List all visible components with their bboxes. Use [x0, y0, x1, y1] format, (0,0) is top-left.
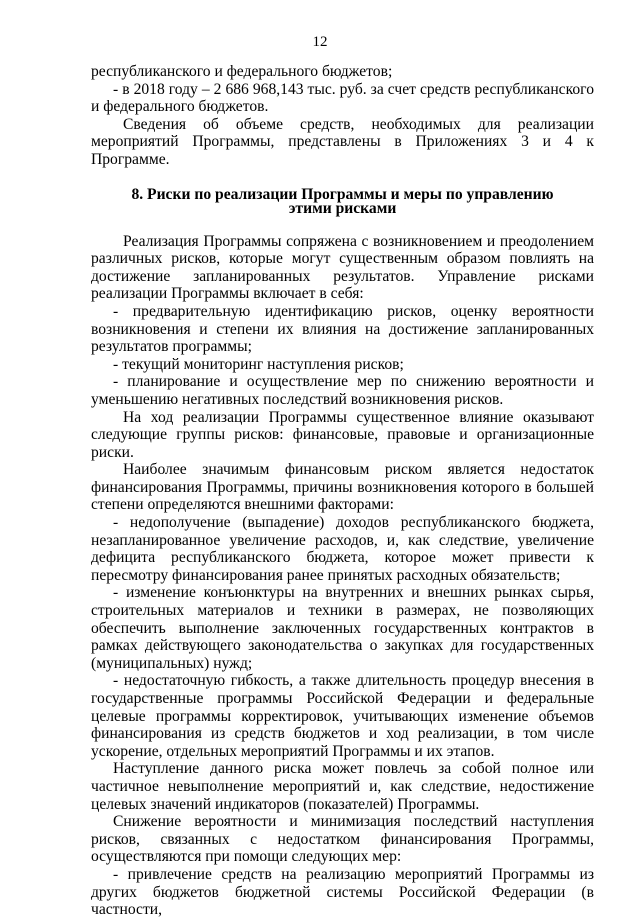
- document-body: [91, 63, 594, 919]
- section-heading-line: этими рисками: [288, 199, 397, 217]
- paragraph: На ход реализации Программы существенное влияние оказывают следующие группы рисков: финансовые, правовые и организационные риски.: [91, 408, 594, 461]
- paragraph: Реализация Программы сопряжена с возникновением и преодолением различных рисков, которые могут существенным образом повлиять на достижение запланированных результатов. Управление рисками реализации Программы включает в себя:: [91, 232, 594, 303]
- section-heading: [91, 185, 594, 217]
- paragraph: - изменение конъюнктуры на внутренних и внешних рынках сырья, строительных материалов и техники в размерах, не позволяющих обеспечить выполнение заключенных государственных контрактов в рамках действующего законодательства о закупках для государственных (муниципальных) нужд;: [91, 584, 594, 672]
- paragraph: - планирование и осуществление мер по снижению вероятности и уменьшению негативных последствий возникновения рисков.: [91, 373, 594, 408]
- paragraph: - привлечение средств на реализацию мероприятий Программы из других бюджетов бюджетной системы Российской Федерации (в частности,: [91, 865, 594, 919]
- paragraph: - недостаточную гибкость, а также длительность процедур внесения в государственные программы Российской Федерации и федеральные целевые программы корректировок, учитывающих изменение объемов финансирования из средств бюджетов и ход реализации, в том числе ускорение, отдельных мероприятий Программы и их этапов.: [91, 672, 594, 760]
- page-number: 12: [312, 34, 328, 50]
- paragraph: - недополучение (выпадение) доходов республиканского бюджета, незапланированное увеличение расходов, и, как следствие, увеличение дефицита республиканского бюджета, которое может привести к пересмотру финансирования ранее принятых расходных обязательств;: [91, 514, 594, 584]
- paragraph: Снижение вероятности и минимизация последствий наступления рисков, связанных с недостатком финансирования Программы, осуществляются при помощи следующих мер:: [91, 813, 594, 866]
- paragraph: Наиболее значимым финансовым риском является недостаток финансирования Программы, причины возникновения которого в большей степени определяются внешними факторами:: [91, 461, 594, 514]
- paragraph: - в 2018 году – 2 686 968,143 тыс. руб. за счет средств республиканского и федерального бюджетов.: [91, 80, 594, 116]
- paragraph: - предварительную идентификацию рисков, оценку вероятности возникновения и степени их влияния на достижение запланированных результатов программы;: [91, 302, 594, 356]
- paragraph: республиканского и федерального бюджетов;: [91, 63, 393, 80]
- paragraph: - текущий мониторинг наступления рисков;: [113, 355, 404, 373]
- paragraph: Сведения об объеме средств, необходимых для реализации мероприятий Программы, представлены в Приложениях 3 и 4 к Программе.: [91, 115, 594, 168]
- paragraph: Наступление данного риска может повлечь за собой полное или частичное невыполнение мероприятий и, как следствие, недостижение целевых значений индикаторов (показателей) Программы.: [91, 760, 594, 813]
- section-heading-line: 8. Риски по реализации Программы и меры по управлению: [131, 185, 554, 203]
